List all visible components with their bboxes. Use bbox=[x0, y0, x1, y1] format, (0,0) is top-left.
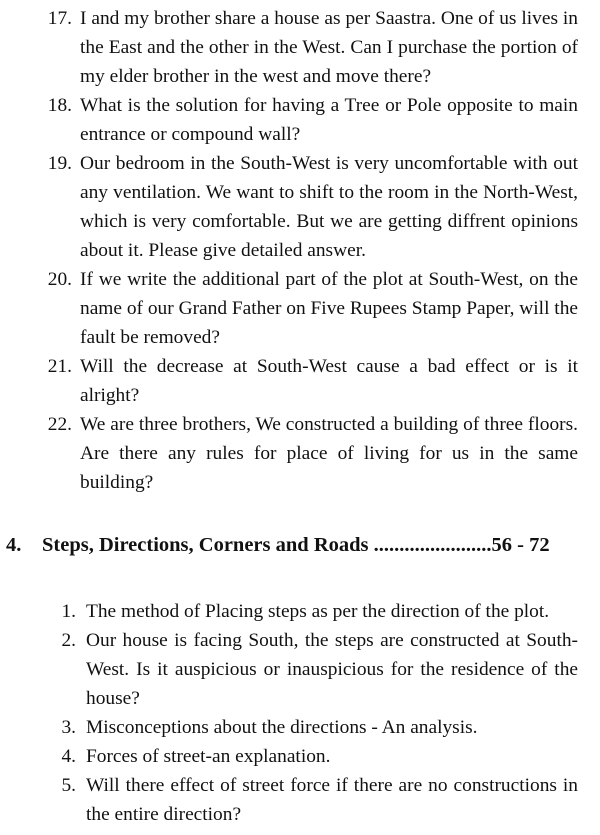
section-heading bbox=[6, 530, 572, 560]
sub-question-1 bbox=[18, 597, 578, 626]
question-number: 2. bbox=[61, 630, 76, 651]
sub-question-4 bbox=[18, 742, 578, 771]
question-number: 18. bbox=[47, 95, 72, 116]
question-text: Our house is facing South, the steps are constructed at South-West. Is it auspicious or inauspicious for the residence of the house? bbox=[86, 630, 578, 709]
question-text: Forces of street-an explanation. bbox=[86, 746, 331, 767]
question-text: Our bedroom in the South-West is very uncomfortable with out any ventilation. We want to shift to the room in the North-West, which is very comfortable. But we are getting diffrent opinions about it. Please give detailed answer. bbox=[80, 153, 578, 261]
question-text: I and my brother share a house as per Saastra. One of us lives in the East and the other in the West. Can I purchase the portion of my elder brother in the west and move there? bbox=[80, 8, 578, 87]
question-number: 4. bbox=[61, 746, 76, 767]
question-21 bbox=[18, 352, 578, 410]
question-text: The method of Placing steps as per the direction of the plot. bbox=[86, 601, 550, 622]
question-number: 21. bbox=[47, 356, 72, 377]
question-number: 19. bbox=[47, 153, 72, 174]
question-number: 22. bbox=[47, 414, 72, 435]
sub-question-3 bbox=[18, 713, 578, 742]
question-text: Will there effect of street force if there are no constructions in the entire direction? bbox=[86, 775, 578, 825]
question-text: If we write the additional part of the plot at South-West, on the name of our Grand Father on Five Rupees Stamp Paper, will the fault be removed? bbox=[80, 269, 578, 348]
question-text: What is the solution for having a Tree or Pole opposite to main entrance or compound wall? bbox=[80, 95, 578, 145]
question-text: Misconceptions about the directions - An analysis. bbox=[86, 717, 478, 738]
question-number: 17. bbox=[47, 8, 72, 29]
question-text: Will the decrease at South-West cause a bad effect or is it alright? bbox=[80, 356, 578, 406]
sub-question-2 bbox=[18, 626, 578, 713]
question-18 bbox=[18, 91, 578, 149]
sub-question-5 bbox=[18, 771, 578, 829]
question-number: 20. bbox=[47, 269, 72, 290]
question-20 bbox=[18, 265, 578, 352]
question-17 bbox=[18, 4, 578, 91]
section-title: Steps, Directions, Corners and Roads .......................56 - 72 bbox=[42, 534, 550, 556]
question-text: We are three brothers, We constructed a building of three floors. Are there any rules for place of living for us in the same building? bbox=[80, 414, 578, 493]
question-22 bbox=[18, 410, 578, 497]
question-number: 1. bbox=[61, 601, 76, 622]
question-number: 5. bbox=[61, 775, 76, 796]
question-number: 3. bbox=[61, 717, 76, 738]
question-19 bbox=[18, 149, 578, 265]
section-number: 4. bbox=[6, 534, 22, 556]
